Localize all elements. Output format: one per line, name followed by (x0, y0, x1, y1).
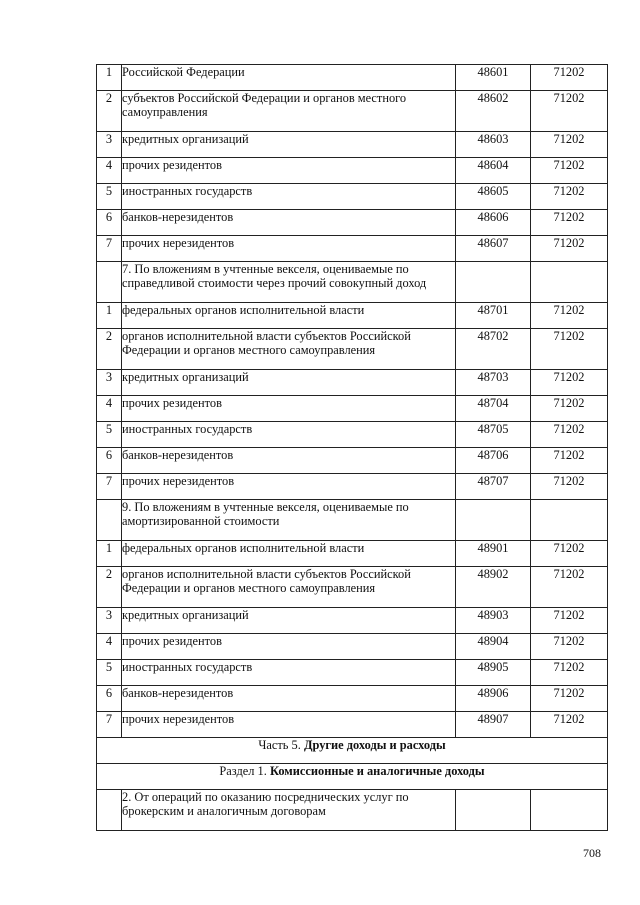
table-row (97, 422, 608, 448)
row-number-cell (97, 500, 122, 541)
row-name: иностранных государств (122, 660, 456, 686)
row-number: 6 (97, 686, 122, 712)
section-bold-title: Другие доходы и расходы (303, 738, 446, 752)
row-name: банков-нерезидентов (122, 686, 456, 712)
table-row (97, 474, 608, 500)
table-row (97, 65, 608, 91)
account-code: 48902 (456, 567, 531, 608)
row-number: 1 (97, 303, 122, 329)
account-code: 48604 (456, 158, 531, 184)
table-row (97, 541, 608, 567)
row-number: 4 (97, 396, 122, 422)
symbol-cell (531, 790, 608, 831)
row-name: прочих резидентов (122, 158, 456, 184)
document-table (96, 64, 608, 831)
row-name: иностранных государств (122, 422, 456, 448)
table-row (97, 329, 608, 370)
row-number: 3 (97, 608, 122, 634)
table-row (97, 686, 608, 712)
row-number: 4 (97, 158, 122, 184)
symbol-code: 71202 (531, 65, 608, 91)
row-name: прочих резидентов (122, 634, 456, 660)
row-name: прочих нерезидентов (122, 712, 456, 738)
table-row (97, 132, 608, 158)
account-code: 48704 (456, 396, 531, 422)
account-code: 48907 (456, 712, 531, 738)
row-name: прочих нерезидентов (122, 236, 456, 262)
heading-row (97, 262, 608, 303)
table-row (97, 608, 608, 634)
symbol-code: 71202 (531, 210, 608, 236)
symbol-code: 71202 (531, 634, 608, 660)
account-code: 48707 (456, 474, 531, 500)
account-code: 48701 (456, 303, 531, 329)
account-code: 48905 (456, 660, 531, 686)
symbol-code: 71202 (531, 686, 608, 712)
heading-text: 7. По вложениям в учтенные векселя, оцениваемые по справедливой стоимости через прочий совокупный доход (122, 262, 456, 303)
section-prefix: Раздел 1. (219, 764, 270, 778)
table-row (97, 448, 608, 474)
table-row (97, 567, 608, 608)
table-row (97, 634, 608, 660)
account-code: 48904 (456, 634, 531, 660)
row-name: прочих резидентов (122, 396, 456, 422)
heading-text: 2. От операций по оказанию посреднических услуг по брокерским и аналогичным договорам (122, 790, 456, 831)
row-number: 3 (97, 370, 122, 396)
row-name: субъектов Российской Федерации и органов местного самоуправления (122, 91, 456, 132)
section-row (97, 764, 608, 790)
row-name: органов исполнительной власти субъектов Российской Федерации и органов местного самоуправления (122, 567, 456, 608)
symbol-code: 71202 (531, 236, 608, 262)
row-number: 7 (97, 474, 122, 500)
row-number: 5 (97, 422, 122, 448)
symbol-code: 71202 (531, 184, 608, 210)
account-code: 48601 (456, 65, 531, 91)
account-code: 48602 (456, 91, 531, 132)
account-code: 48706 (456, 448, 531, 474)
symbol-code: 71202 (531, 660, 608, 686)
row-number: 2 (97, 329, 122, 370)
symbol-code: 71202 (531, 396, 608, 422)
account-code: 48901 (456, 541, 531, 567)
row-name: органов исполнительной власти субъектов Российской Федерации и органов местного самоуправления (122, 329, 456, 370)
symbol-code: 71202 (531, 448, 608, 474)
row-name: иностранных государств (122, 184, 456, 210)
symbol-cell (531, 262, 608, 303)
heading-row (97, 790, 608, 831)
section-prefix: Часть 5. (258, 738, 304, 752)
symbol-code: 71202 (531, 567, 608, 608)
table-row (97, 712, 608, 738)
heading-row (97, 500, 608, 541)
symbol-code: 71202 (531, 541, 608, 567)
row-number: 3 (97, 132, 122, 158)
heading-text: 9. По вложениям в учтенные векселя, оцениваемые по амортизированной стоимости (122, 500, 456, 541)
symbol-cell (531, 500, 608, 541)
account-code: 48605 (456, 184, 531, 210)
row-number: 2 (97, 91, 122, 132)
table-row (97, 210, 608, 236)
table-row (97, 303, 608, 329)
row-number: 6 (97, 210, 122, 236)
row-name: кредитных организаций (122, 132, 456, 158)
row-name: федеральных органов исполнительной власти (122, 303, 456, 329)
account-code: 48702 (456, 329, 531, 370)
table-row (97, 396, 608, 422)
code-cell (456, 262, 531, 303)
row-name: банков-нерезидентов (122, 448, 456, 474)
section-row (97, 738, 608, 764)
table-row (97, 184, 608, 210)
row-number: 1 (97, 65, 122, 91)
page-number: 708 (583, 846, 601, 860)
row-number: 5 (97, 184, 122, 210)
row-name: кредитных организаций (122, 370, 456, 396)
row-number-cell (97, 262, 122, 303)
symbol-code: 71202 (531, 608, 608, 634)
table-row (97, 370, 608, 396)
row-name: прочих нерезидентов (122, 474, 456, 500)
row-name: кредитных организаций (122, 608, 456, 634)
row-number: 7 (97, 712, 122, 738)
account-code: 48903 (456, 608, 531, 634)
symbol-code: 71202 (531, 132, 608, 158)
symbol-code: 71202 (531, 712, 608, 738)
row-number: 5 (97, 660, 122, 686)
symbol-code: 71202 (531, 91, 608, 132)
account-code: 48606 (456, 210, 531, 236)
symbol-code: 71202 (531, 329, 608, 370)
row-name: федеральных органов исполнительной власти (122, 541, 456, 567)
symbol-code: 71202 (531, 158, 608, 184)
code-cell (456, 500, 531, 541)
row-number: 6 (97, 448, 122, 474)
table-row (97, 91, 608, 132)
symbol-code: 71202 (531, 370, 608, 396)
row-name: банков-нерезидентов (122, 210, 456, 236)
row-number: 4 (97, 634, 122, 660)
section-title (97, 738, 608, 764)
symbol-code: 71202 (531, 422, 608, 448)
symbol-code: 71202 (531, 303, 608, 329)
account-code: 48906 (456, 686, 531, 712)
symbol-code: 71202 (531, 474, 608, 500)
row-name: Российской Федерации (122, 65, 456, 91)
row-number-cell (97, 790, 122, 831)
account-code: 48603 (456, 132, 531, 158)
account-code: 48607 (456, 236, 531, 262)
section-title (97, 764, 608, 790)
account-code: 48705 (456, 422, 531, 448)
section-bold-title: Комиссионные и аналогичные доходы (269, 764, 485, 778)
table-row (97, 236, 608, 262)
row-number: 2 (97, 567, 122, 608)
code-cell (456, 790, 531, 831)
table-body (97, 65, 608, 831)
table-row (97, 158, 608, 184)
account-code: 48703 (456, 370, 531, 396)
table-row (97, 660, 608, 686)
row-number: 1 (97, 541, 122, 567)
row-number: 7 (97, 236, 122, 262)
